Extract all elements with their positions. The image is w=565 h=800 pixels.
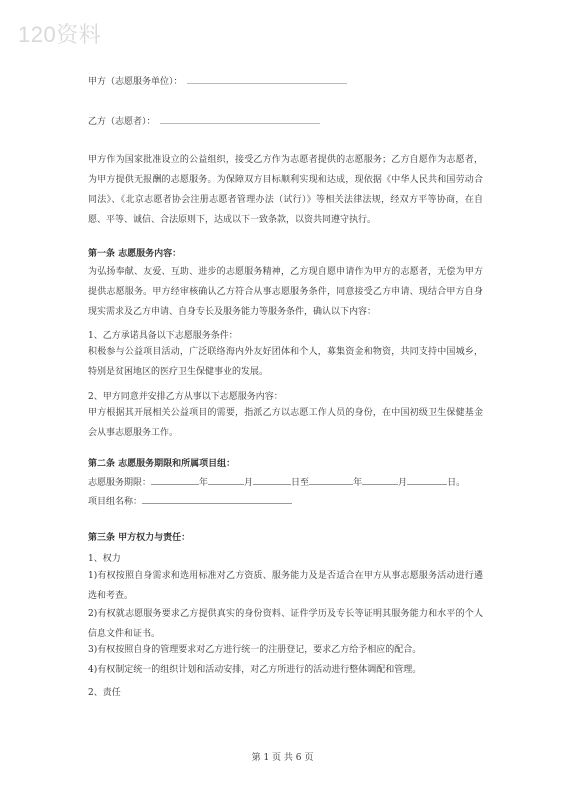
start-day-unit: 日至	[291, 478, 310, 488]
article1-paragraph2: 积极参与公益项目活动，广泛联络海内外友好团体和个人，募集资金和物资，共同支持中国城乡，特别是贫困地区的医疗卫生保健事业的发展。	[88, 347, 483, 377]
start-year-blank	[151, 475, 199, 485]
article1-paragraph1: 为弘扬奉献、友爱、互助、进步的志愿服务精神，乙方现自愿申请作为甲方的志愿者，无偿为甲方提供志愿服务。甲方经审核确认乙方符合从事志愿服务条件，同意接受乙方申请、现结合甲方自身现实需求及乙方申请、自身专长及服务能力等服务条件，确认以下内容：	[88, 267, 483, 317]
party-a-line	[88, 74, 347, 87]
article3-right1: 1)有权按照自身需求和选用标准对乙方资质、服务能力及是否适合在甲方从事志愿服务活动进行遴选和考查。	[88, 571, 483, 601]
page-number-footer: 第 1 页 共 6 页	[251, 753, 314, 763]
article1-item2: 2、甲方同意并安排乙方从事以下志愿服务内容：	[88, 392, 283, 402]
article1-title: 第一条 志愿服务内容：	[88, 249, 182, 259]
start-year-unit: 年	[199, 478, 209, 488]
service-period-field	[88, 475, 465, 488]
party-b-line	[88, 114, 320, 127]
watermark-logo: 120资料	[18, 22, 102, 47]
end-day-unit: 日。	[447, 478, 466, 488]
article3-right2: 2)有权就志愿服务要求乙方提供真实的身份资料、证件学历及专长等证明其服务能力和水平的个人信息文件和证书。	[88, 609, 483, 639]
party-b-label: 乙方（志愿者）：	[88, 117, 156, 127]
period-label: 志愿服务期限：	[88, 478, 152, 488]
article3-title: 第三条 甲方权力与责任：	[88, 533, 191, 543]
article3-right3: 3)有权按照自身的管理要求对乙方进行统一的注册登记，要求乙方给予相应的配合。	[88, 645, 422, 655]
article3-section1: 1、权力	[88, 554, 121, 564]
start-day-blank	[253, 475, 291, 485]
group-label: 项目组名称：	[88, 497, 143, 507]
end-year-unit: 年	[353, 478, 363, 488]
group-name-blank	[142, 494, 292, 504]
project-group-field	[88, 494, 292, 507]
intro-paragraph: 甲方作为国家批准设立的公益组织，接受乙方作为志愿者提供的志愿服务；乙方自愿作为志愿者，为甲方提供无报酬的志愿服务。为保障双方目标顺利实现和达成，现依据《中华人民共和国劳动合同法》、《北京志愿者协会注册志愿者管理办法（试行）》等相关法律法规，经双方平等协商，在自愿、平等、诚信、合法原则下，达成以下一致条款，以资共同遵守执行。	[88, 155, 483, 225]
end-year-blank	[309, 475, 353, 485]
end-day-blank	[407, 475, 447, 485]
party-b-blank	[160, 114, 320, 124]
end-month-blank	[362, 475, 398, 485]
article2-title: 第二条 志愿服务期限和所属项目组：	[88, 459, 236, 469]
article1-item1: 1、乙方承诺具备以下志愿服务条件：	[88, 331, 238, 341]
article3-right4: 4)有权制定统一的组织计划和活动安排，对乙方所进行的活动进行整体调配和管理。	[88, 665, 422, 675]
article3-section2: 2、责任	[88, 688, 121, 698]
end-month-unit: 月	[398, 478, 408, 488]
party-a-blank	[187, 74, 347, 84]
start-month-blank	[208, 475, 244, 485]
party-a-label: 甲方（志愿服务单位）：	[88, 77, 183, 87]
start-month-unit: 月	[244, 478, 254, 488]
article1-paragraph3: 甲方根据其开展相关公益项目的需要，指派乙方以志愿工作人员的身份，在中国初级卫生保健基金会从事志愿服务工作。	[88, 408, 483, 438]
